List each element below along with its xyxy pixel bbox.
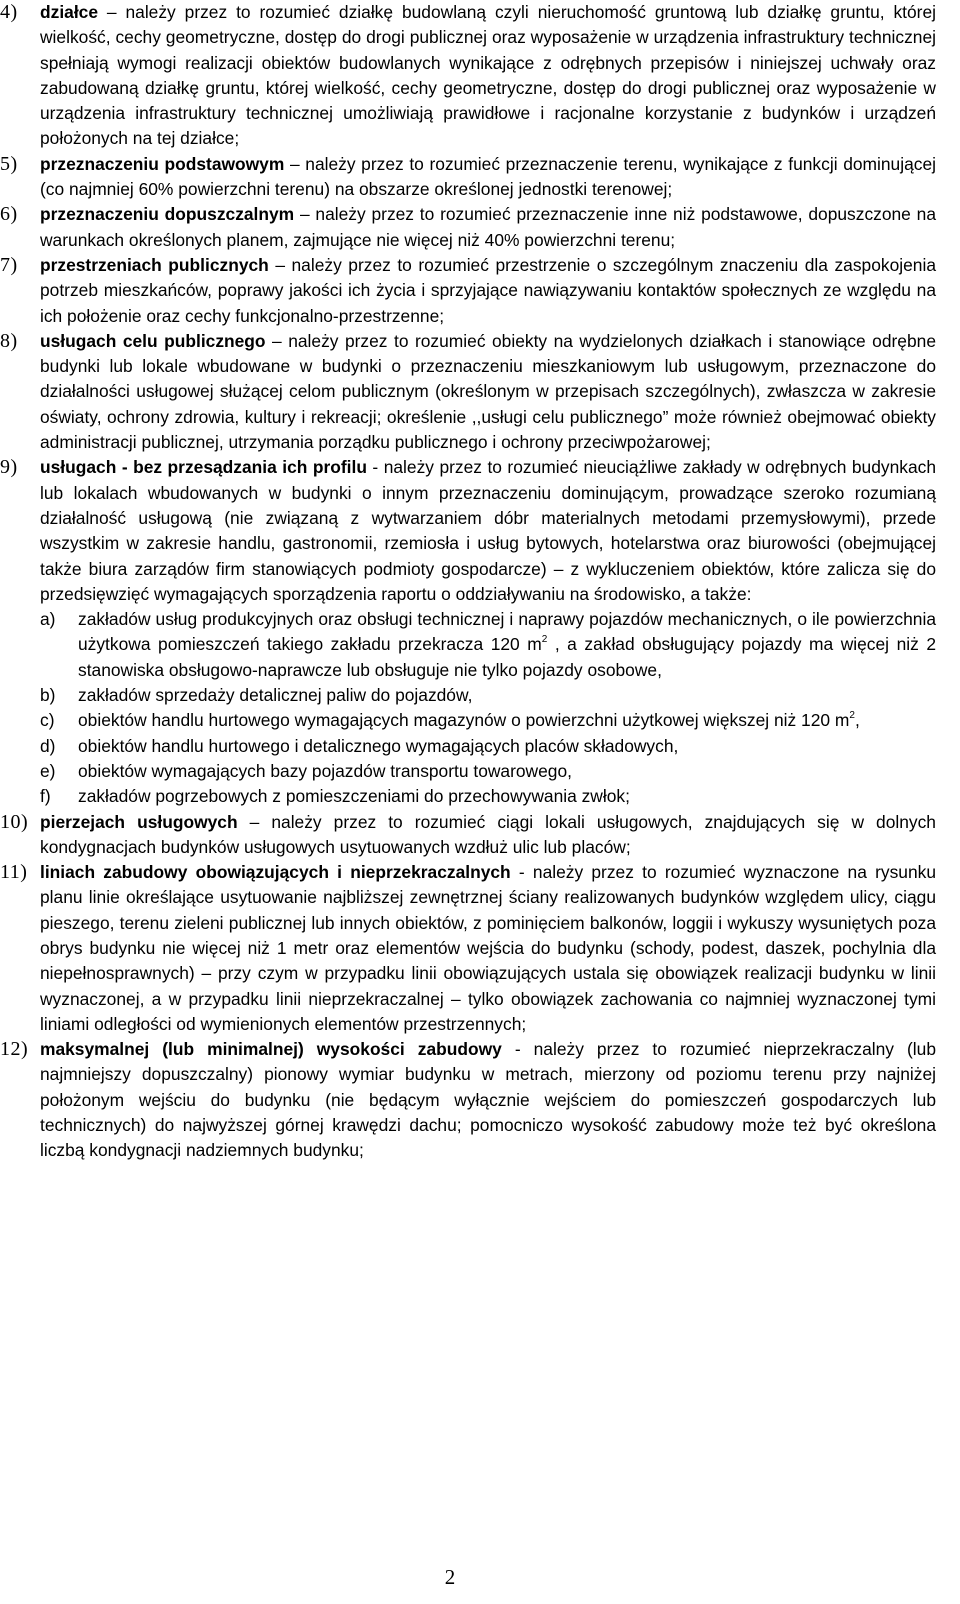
list-item-text: obiektów handlu hurtowego wymagających magazynów o powierzchni użytkowej większej niż 120 m — [78, 710, 850, 731]
defined-term: usługach celu publicznego — [40, 330, 266, 351]
page-number: 2 — [444, 1565, 456, 1589]
list-item — [40, 784, 936, 809]
list-letter: d) — [40, 735, 56, 756]
superscript: 2 — [541, 633, 548, 645]
definition-text: – należy przez to rozumieć obiekty na wydzielonych działkach i stanowiące odrębne budynki lub lokale wbudowane w budynki o przeznaczeniu mieszkaniowym lub usługowym, przeznaczone do działalności usługowej służącej celom publicznym (określonym w przepisach szczególnych), zwłaszcza w zakresie oświaty, ochrony zdrowia, kultury i rekreacji; określenie ,,usługi celu publicznego” może również obejmować obiekty administracji publicznej, utrzymania porządku publicznego i ochrony przeciwpożarowej; — [40, 330, 936, 453]
definition-8 — [0, 329, 960, 455]
definition-4 — [0, 0, 960, 152]
defined-term: przeznaczeniu podstawowym — [40, 153, 285, 174]
list-letter: c) — [40, 710, 55, 731]
item-number: 4) — [0, 1, 18, 23]
list-item-text: obiektów wymagających bazy pojazdów transportu towarowego, — [78, 760, 572, 781]
list-item — [40, 607, 936, 683]
defined-term: przestrzeniach publicznych — [40, 254, 269, 275]
list-letter: f) — [40, 786, 51, 807]
definition-9 — [0, 455, 960, 809]
item-number: 11) — [0, 861, 28, 884]
definition-text: – należy przez to rozumieć przeznaczenie inne niż podstawowe, dopuszczone na warunkach określonych planem, zajmujące nie więcej niż 40% powierzchni terenu; — [40, 204, 936, 250]
defined-term: przeznaczeniu dopuszczalnym — [40, 204, 295, 225]
item-number: 10) — [0, 810, 29, 833]
defined-term: usługach - bez przesądzania ich profilu — [40, 457, 367, 478]
defined-term: pierzejach usługowych — [40, 811, 238, 832]
list-item — [40, 734, 936, 759]
list-item-text: obiektów handlu hurtowego i detalicznego wymagających placów składowych, — [78, 735, 679, 756]
sub-list — [40, 607, 936, 809]
definition-6 — [0, 202, 960, 253]
definition-text: - należy przez to rozumieć nieprzekraczalny (lub najmniejszy dopuszczalny) pionowy wymiar budynku w metrach, mierzony od poziomu terenu przy najniżej położonym wejściu do budynku (nie będącym wyłącznie wejściem do pomieszczeń gospodarczych lub technicznych) do najwyższej górnej krawędzi dachu; pomocniczo wysokość zabudowy może też być określona liczbą kondygnacji nadziemnych budynku; — [40, 1039, 937, 1161]
item-number: 9) — [0, 456, 18, 479]
definition-12 — [0, 1037, 960, 1163]
defined-term: działce — [40, 2, 98, 22]
item-number: 12) — [0, 1038, 29, 1061]
list-item — [40, 683, 936, 708]
item-number: 5) — [0, 152, 18, 175]
item-number: 7) — [0, 253, 18, 276]
item-number: 6) — [0, 203, 18, 226]
superscript: 2 — [849, 709, 855, 721]
list-item-text: zakładów pogrzebowych z pomieszczeniami do przechowywania zwłok; — [78, 786, 630, 807]
list-item — [40, 759, 936, 784]
list-item — [40, 708, 936, 733]
definition-text: – należy przez to rozumieć przestrzenie o szczególnym znaczeniu dla zaspokojenia potrzeb mieszkańców, poprawy jakości ich życia i sprzyjające nawiązywaniu kontaktów społecznych ze względu na ich położenie oraz cechy funkcjonalno-przestrzenne; — [40, 254, 936, 326]
definition-7 — [0, 253, 960, 329]
definition-text: – należy przez to rozumieć przeznaczenie terenu, wynikające z funkcji dominującej (co najmniej 60% powierzchni terenu) na obszarze określonej jednostki terenowej; — [40, 153, 936, 200]
definition-5 — [0, 152, 960, 203]
list-letter: b) — [40, 685, 56, 706]
list-letter: a) — [40, 609, 56, 630]
item-number: 8) — [0, 329, 18, 352]
definition-text: – należy przez to rozumieć działkę budowlaną czyli nieruchomość gruntową lub działkę gruntu, której wielkość, cechy geometryczne, dostęp do drogi publicznej oraz wyposażenie w urządzenia infrastruktury technicznej spełniają wymogi realizacji obiektów budowlanych wynikające z odrębnych przepisów i niniejszej uchwały oraz zabudowaną działkę gruntu, której wielkość, cechy geometryczne, dostęp do drogi publicznej oraz wyposażenie w urządzenia infrastruktury technicznej umożliwiają prawidłowe i racjonalne korzystanie z budynków i urządzeń położonych na tej działce; — [40, 2, 936, 149]
list-item-text-after: , a zakład obsługujący pojazdy ma więcej niż 2 stanowiska obsługowo-naprawcze lub obsługuje nie tylko pojazdy osobowe, — [78, 634, 936, 680]
definition-text: - należy przez to rozumieć wyznaczone na rysunku planu linie określające usytuowanie najbliższej zewnętrznej ściany realizowanych budynków względem ulicy, ciągu pieszego, terenu zieleni publicznej lub innych obiektów, z pominięciem balkonów, loggii i wykuszy wysuniętych poza obrys budynku nie więcej niż 1 metr oraz elementów wejścia do budynku (schody, podest, daszek, pochylnia dla niepełnosprawnych) – przy czym w przypadku linii obowiązujących ustala się obowiązek realizacji budynku w linii wyznaczonej, a w przypadku linii nieprzekraczalnej – tylko obowiązek zachowania co najmniej wyznaczonej tymi liniami odległości od wymienionych elementów przestrzennych; — [40, 862, 936, 1034]
defined-term: liniach zabudowy obowiązujących i nieprzekraczalnych — [40, 862, 511, 883]
list-item-text-after: , — [854, 710, 860, 731]
definition-10 — [0, 810, 960, 861]
definition-text: – należy przez to rozumieć ciągi lokali usługowych, znajdujących się w dolnych kondygnacjach budynków usługowych usytuowanych wzdłuż ulic lub placów; — [40, 811, 936, 857]
list-item-text: zakładów sprzedaży detalicznej paliw do pojazdów, — [78, 685, 473, 706]
definition-text: - należy przez to rozumieć nieuciążliwe zakłady w odrębnych budynkach lub lokalach wbudowanych w budynki o innym przeznaczeniu dominującym, prowadzące szeroko rozumianą działalność usługową (nie związaną z wytwarzaniem dóbr materialnych metodami przemysłowymi), przede wszystkim w zakresie handlu, gastronomii, rzemiosła i usług bytowych, hotelarstwa oraz biurowości (obejmującej także biura zarządów firm stanowiących podmioty gospodarcze) – z wykluczeniem obiektów, które zalicza się do przedsięwzięć wymagających sporządzenia raportu o oddziaływaniu na środowisko, a także: — [40, 457, 936, 604]
list-item-text: zakładów usług produkcyjnych oraz obsługi technicznej i naprawy pojazdów mechanicznych, o ile powierzchnia użytkowa pomieszczeń takiego zakładu przekracza 120 m — [78, 609, 936, 655]
definition-11 — [0, 860, 960, 1037]
list-letter: e) — [40, 760, 56, 781]
defined-term: maksymalnej (lub minimalnej) wysokości zabudowy — [40, 1039, 502, 1060]
